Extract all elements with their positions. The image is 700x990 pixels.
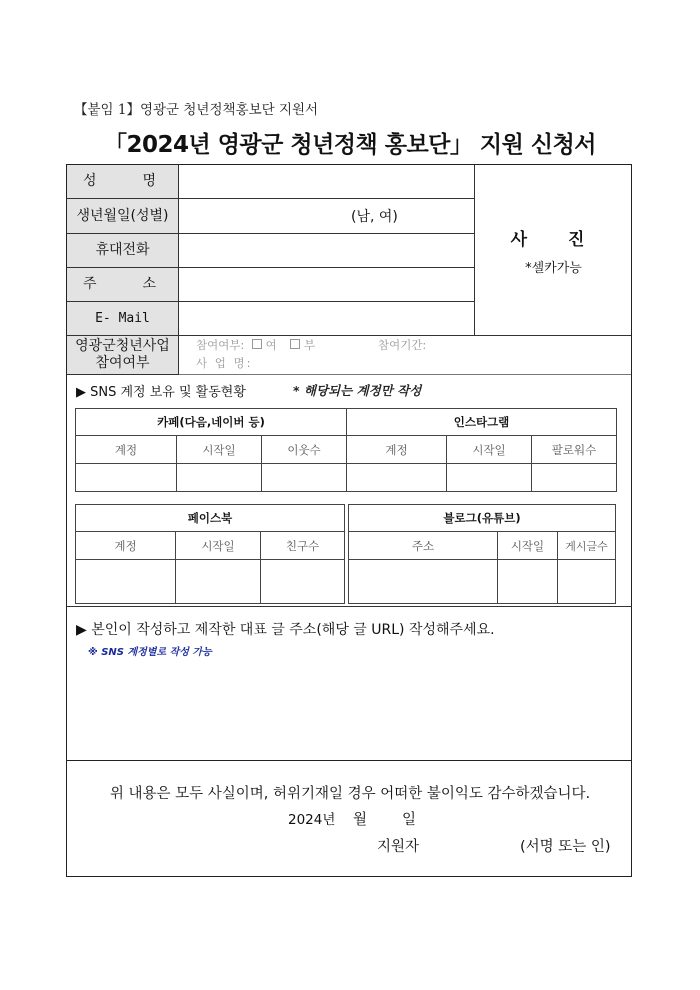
participation-field: [179, 336, 631, 375]
participation-label-line1: 영광군청년사업: [75, 338, 170, 354]
cafe-account-cell[interactable]: [76, 464, 177, 492]
facebook-account-cell[interactable]: [76, 560, 176, 604]
instagram-col-followers: 팔로워수: [532, 436, 617, 464]
blog-table: [348, 504, 616, 604]
blog-start-date-cell[interactable]: [498, 560, 558, 604]
participation-label-line2: 참여여부: [95, 355, 150, 371]
email-label: E- Mail: [67, 302, 179, 336]
facebook-friends-cell[interactable]: [261, 560, 345, 604]
instagram-start-date-cell[interactable]: [447, 464, 532, 492]
yes-checkbox[interactable]: [252, 339, 262, 349]
facebook-col-friends: 친구수: [261, 532, 345, 560]
project-name-label: 사 업 명:: [196, 356, 253, 370]
birthdate-gender-label: 생년월일(성별): [67, 199, 179, 234]
participation-label: [67, 336, 179, 375]
instagram-col-start-date: 시작일: [447, 436, 532, 464]
cafe-neighbors-cell[interactable]: [262, 464, 347, 492]
url-section-note: ※ SNS 계정별로 작성 가능: [88, 647, 212, 658]
form-title: 「2024년 영광군 청년정책 홍보단」 지원 신청서: [103, 132, 597, 158]
photo-note: *셀카가능: [525, 261, 582, 276]
url-section-heading: ▶ 본인이 작성하고 제작한 대표 글 주소(해당 글 URL) 작성해주세요.: [76, 622, 495, 638]
instagram-account-cell[interactable]: [347, 464, 447, 492]
instagram-followers-cell[interactable]: [532, 464, 617, 492]
yes-option-label: 여: [265, 338, 277, 352]
phone-label: 휴대전화: [67, 234, 179, 268]
date-month: 월: [353, 812, 368, 828]
photo-box[interactable]: [474, 165, 631, 336]
cafe-header: 카페(다음,네이버 등): [76, 409, 347, 436]
no-option-label: 부: [304, 338, 316, 352]
facebook-table: [75, 504, 345, 604]
cafe-col-account: 계정: [76, 436, 177, 464]
no-checkbox[interactable]: [290, 339, 300, 349]
divider: [67, 606, 632, 607]
blog-col-start-date: 시작일: [498, 532, 558, 560]
instagram-col-account: 계정: [347, 436, 447, 464]
instagram-header: 인스타그램: [347, 409, 617, 436]
facebook-start-date-cell[interactable]: [176, 560, 261, 604]
divider: [67, 760, 632, 761]
cafe-instagram-table: [75, 408, 617, 492]
birthdate-gender-field[interactable]: [179, 199, 474, 234]
name-label: 성 명: [67, 165, 179, 199]
gender-options[interactable]: (남, 여): [351, 209, 398, 225]
sns-section-heading: ▶ SNS 계정 보유 및 활동현황: [76, 385, 246, 400]
blog-col-address: 주소: [349, 532, 498, 560]
signature-label[interactable]: (서명 또는 인): [520, 839, 611, 855]
date-day: 일: [402, 812, 417, 828]
photo-label: 사 진: [510, 230, 597, 250]
email-field[interactable]: [179, 302, 474, 336]
phone-field[interactable]: [179, 234, 474, 268]
cafe-col-start-date: 시작일: [177, 436, 262, 464]
declaration-statement: 위 내용은 모두 사실이며, 허위기재일 경우 어떠한 불이익도 감수하겠습니다.: [109, 786, 591, 802]
sns-section-note: * 해당되는 계정만 작성: [293, 383, 422, 398]
period-label: 참여기간:: [378, 338, 427, 352]
date-year: 2024년: [288, 812, 336, 828]
blog-posts-cell[interactable]: [558, 560, 616, 604]
blog-col-posts: 게시글수: [558, 532, 616, 560]
cafe-start-date-cell[interactable]: [177, 464, 262, 492]
address-field[interactable]: [179, 268, 474, 302]
facebook-col-account: 계정: [76, 532, 176, 560]
facebook-col-start-date: 시작일: [176, 532, 261, 560]
blog-header: 블로그(유튜브): [349, 505, 616, 532]
participated-label: 참여여부:: [196, 338, 245, 352]
facebook-header: 페이스북: [76, 505, 345, 532]
address-label: 주 소: [67, 268, 179, 302]
cafe-col-neighbors: 이웃수: [262, 436, 347, 464]
blog-address-cell[interactable]: [349, 560, 498, 604]
attachment-label: 【붙임 1】영광군 청년정책홍보단 지원서: [74, 102, 319, 118]
applicant-label: 지원자: [377, 839, 420, 855]
name-field[interactable]: [179, 165, 474, 199]
url-input-area[interactable]: [76, 660, 624, 756]
